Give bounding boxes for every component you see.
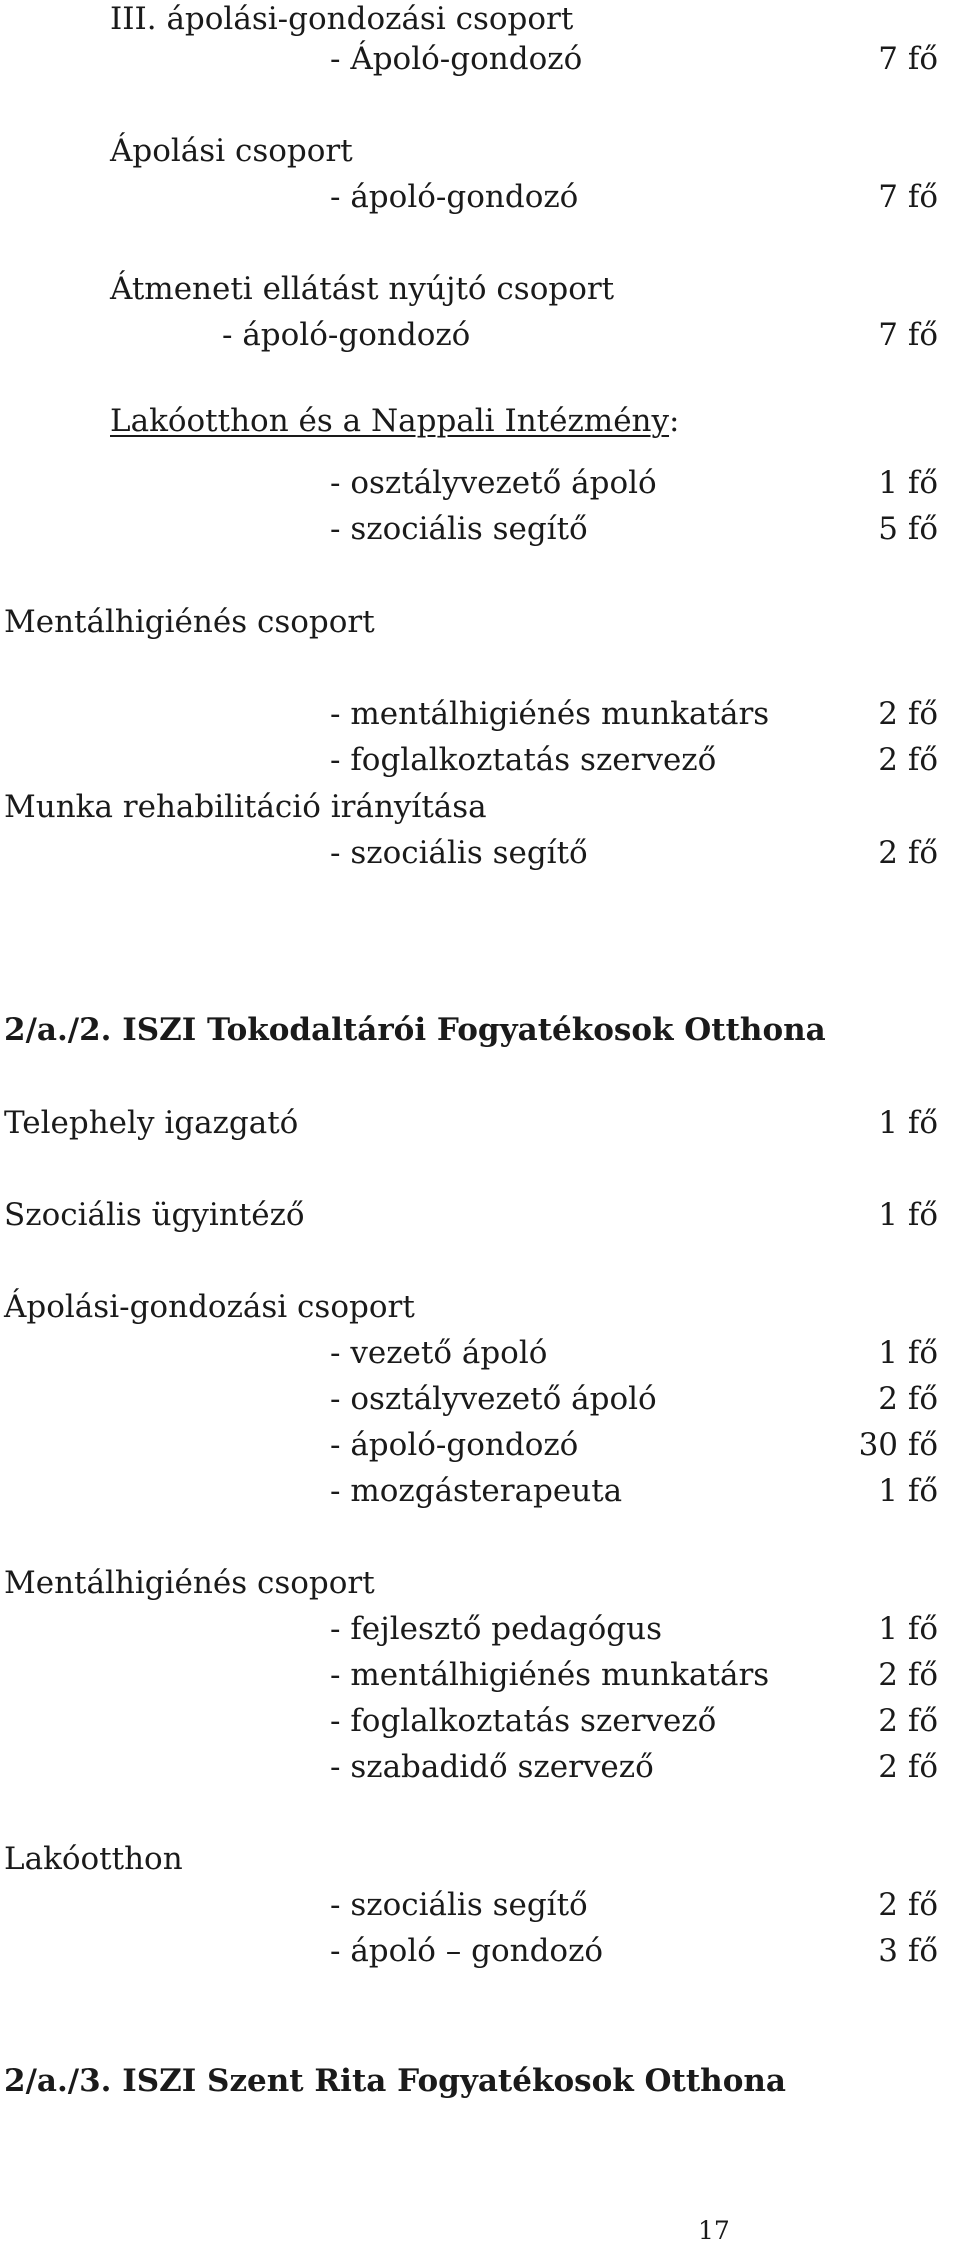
list-item-count: 2 fő [878,696,938,732]
list-item-label: - fejlesztő pedagógus [330,1611,662,1647]
list-item-count: 1 fő [878,1335,938,1371]
row-label: Telephely igazgató [4,1105,299,1141]
list-item-label: - ápoló-gondozó [222,317,471,353]
list-item-label: - vezető ápoló [330,1335,548,1371]
list-item-count: 7 fő [878,179,938,215]
list-item-count: 2 fő [878,1703,938,1739]
group-heading: Ápolási-gondozási csoport [4,1289,415,1325]
list-item-label: - foglalkoztatás szervező [330,742,717,778]
list-item-count: 7 fő [878,41,938,77]
group-heading-colon: : [669,403,680,439]
section-title: 2/a./2. ISZI Tokodaltárói Fogyatékosok Otthona [4,1012,826,1048]
list-item-count: 2 fő [878,742,938,778]
list-item-label: - osztályvezető ápoló [330,1381,657,1417]
list-item-label: - osztályvezető ápoló [330,465,657,501]
group-heading-text: Lakóotthon és a Nappali Intézmény [110,403,670,439]
section-heading: III. ápolási-gondozási csoport [110,1,574,37]
group-heading: Átmeneti ellátást nyújtó csoport [110,271,615,307]
list-item-count: 1 fő [878,1473,938,1509]
page-number: 17 [698,2216,730,2245]
list-item-count: 2 fő [878,1657,938,1693]
section-title: 2/a./3. ISZI Szent Rita Fogyatékosok Otthona [4,2063,787,2099]
group-heading: Mentálhigiénés csoport [4,1565,375,1601]
group-heading: Lakóotthon [4,1841,183,1877]
row-count: 1 fő [878,1105,938,1141]
row-count: 1 fő [878,1197,938,1233]
list-item-label: - szabadidő szervező [330,1749,654,1785]
list-item-label: - ápoló – gondozó [330,1933,604,1969]
list-item-count: 3 fő [878,1933,938,1969]
list-item-count: 2 fő [878,835,938,871]
list-item-count: 2 fő [878,1749,938,1785]
list-item-label: - ápoló-gondozó [330,1427,579,1463]
list-item-label: - mozgásterapeuta [330,1473,623,1509]
list-item-count: 2 fő [878,1887,938,1923]
list-item-count: 7 fő [878,317,938,353]
list-item-count: 1 fő [878,465,938,501]
list-item-label: - ápoló-gondozó [330,179,579,215]
list-item-label: - szociális segítő [330,1887,588,1923]
list-item-count: 5 fő [878,511,938,547]
row-label: Szociális ügyintéző [4,1197,305,1233]
list-item-label: - mentálhigiénés munkatárs [330,1657,770,1693]
group-heading: Ápolási csoport [110,133,353,169]
list-item-count: 1 fő [878,1611,938,1647]
list-item-label: - szociális segítő [330,835,588,871]
list-item-label: - Ápoló-gondozó [330,41,583,77]
list-item-label: - mentálhigiénés munkatárs [330,696,770,732]
group-heading: Mentálhigiénés csoport [4,604,375,640]
list-item-label: - szociális segítő [330,511,588,547]
group-heading: Munka rehabilitáció irányítása [4,789,487,825]
list-item-label: - foglalkoztatás szervező [330,1703,717,1739]
list-item-count: 2 fő [878,1381,938,1417]
list-item-count: 30 fő [858,1427,938,1463]
group-heading-lakootthon [110,402,679,440]
